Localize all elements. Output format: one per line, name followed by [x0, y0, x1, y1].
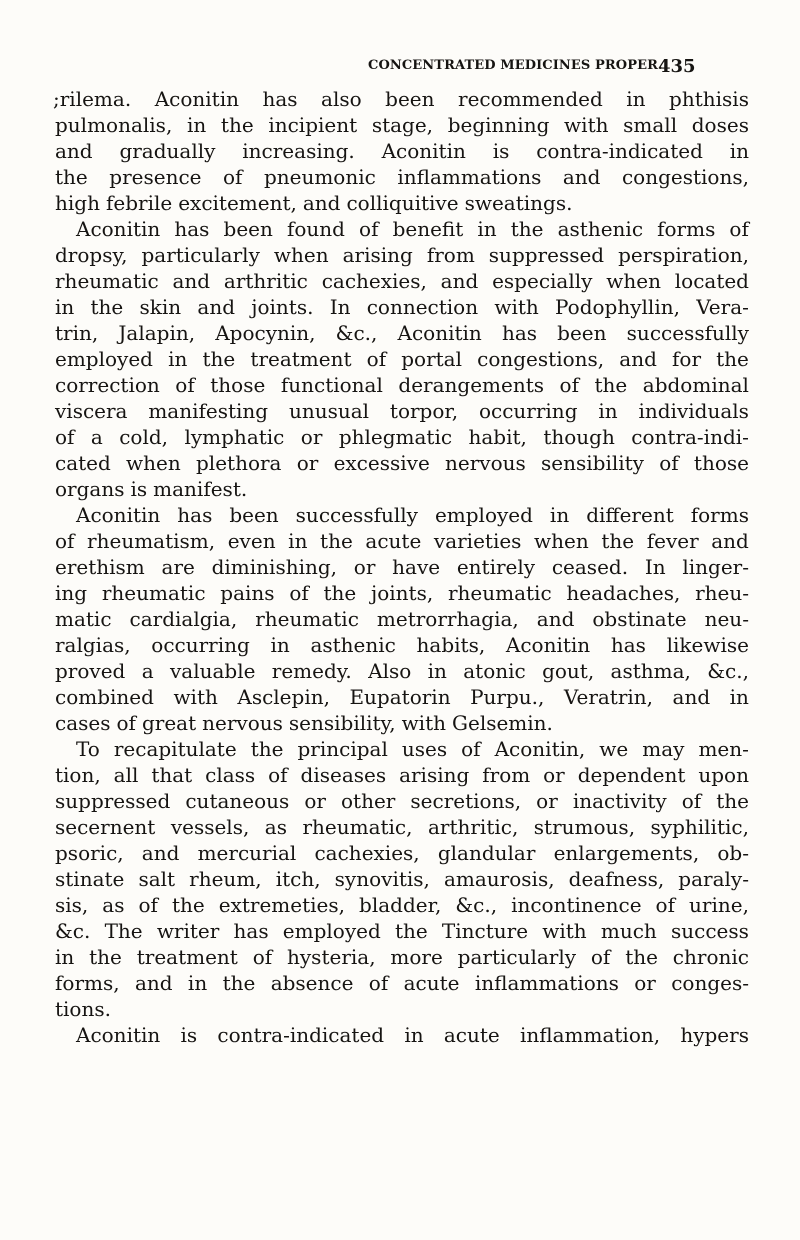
text-line: viscera manifesting unusual torpor, occurring in individuals: [55, 399, 749, 423]
text-line: of rheumatism, even in the acute varieties when the fever and: [55, 529, 749, 553]
text-line: forms, and in the absence of acute inflammations or conges-: [55, 971, 749, 995]
text-line: correction of those functional derangements of the abdominal: [55, 373, 749, 397]
text-line: rheumatic and arthritic cachexies, and especially when located: [55, 269, 749, 293]
text-line: matic cardialgia, rheumatic metrorrhagia, and obstinate neu-: [55, 607, 749, 631]
text-line: erethism are diminishing, or have entirely ceased. In linger-: [55, 555, 749, 579]
text-line: psoric, and mercurial cachexies, glandular enlargements, ob-: [55, 841, 749, 865]
text-line: ralgias, occurring in asthenic habits, Aconitin has likewise: [55, 633, 749, 657]
text-line: tions.: [55, 997, 111, 1021]
text-line: and gradually increasing. Aconitin is contra-indicated in: [55, 139, 749, 163]
text-line: proved a valuable remedy. Also in atonic gout, asthma, &c.,: [55, 659, 749, 683]
text-line: dropsy, particularly when arising from suppressed perspiration,: [55, 243, 749, 267]
text-line: in the treatment of hysteria, more particularly of the chronic: [55, 945, 749, 969]
text-line: cated when plethora or excessive nervous sensibility of those: [55, 451, 749, 475]
text-line: cases of great nervous sensibility, with Gelsemin.: [55, 711, 553, 735]
page-number: 435: [658, 56, 696, 77]
text-line: the presence of pneumonic inflammations and congestions,: [55, 165, 749, 189]
text-line: employed in the treatment of portal congestions, and for the: [55, 347, 749, 371]
text-line: tion, all that class of diseases arising from or dependent upon: [55, 763, 749, 787]
text-line: ;rilema. Aconitin has also been recommended in phthisis: [53, 87, 749, 111]
text-line: Aconitin is contra-indicated in acute inflammation, hypers: [76, 1023, 749, 1047]
text-line: in the skin and joints. In connection with Podophyllin, Vera-: [55, 295, 749, 319]
text-line: trin, Jalapin, Apocynin, &c., Aconitin has been successfully: [55, 321, 749, 345]
text-line: ing rheumatic pains of the joints, rheumatic headaches, rheu-: [55, 581, 749, 605]
text-line: &c. The writer has employed the Tincture with much success: [55, 919, 749, 943]
text-line: stinate salt rheum, itch, synovitis, amaurosis, deafness, paraly-: [55, 867, 749, 891]
text-line: pulmonalis, in the incipient stage, beginning with small doses: [55, 113, 749, 137]
text-line: secernent vessels, as rheumatic, arthritic, strumous, syphilitic,: [55, 815, 749, 839]
text-line: Aconitin has been successfully employed in different forms: [76, 503, 749, 527]
text-line: To recapitulate the principal uses of Aconitin, we may men-: [76, 737, 749, 761]
text-line: of a cold, lymphatic or phlegmatic habit, though contra-indi-: [55, 425, 749, 449]
text-line: Aconitin has been found of benefit in the asthenic forms of: [76, 217, 749, 241]
text-line: organs is manifest.: [55, 477, 248, 501]
text-line: sis, as of the extremeties, bladder, &c., incontinence of urine,: [55, 893, 749, 917]
text-line: combined with Asclepin, Eupatorin Purpu., Veratrin, and in: [55, 685, 749, 709]
running-head-title: CONCENTRATED MEDICINES PROPER.: [368, 58, 663, 73]
text-line: suppressed cutaneous or other secretions, or inactivity of the: [55, 789, 749, 813]
text-line: high febrile excitement, and colliquitive sweatings.: [55, 191, 573, 215]
